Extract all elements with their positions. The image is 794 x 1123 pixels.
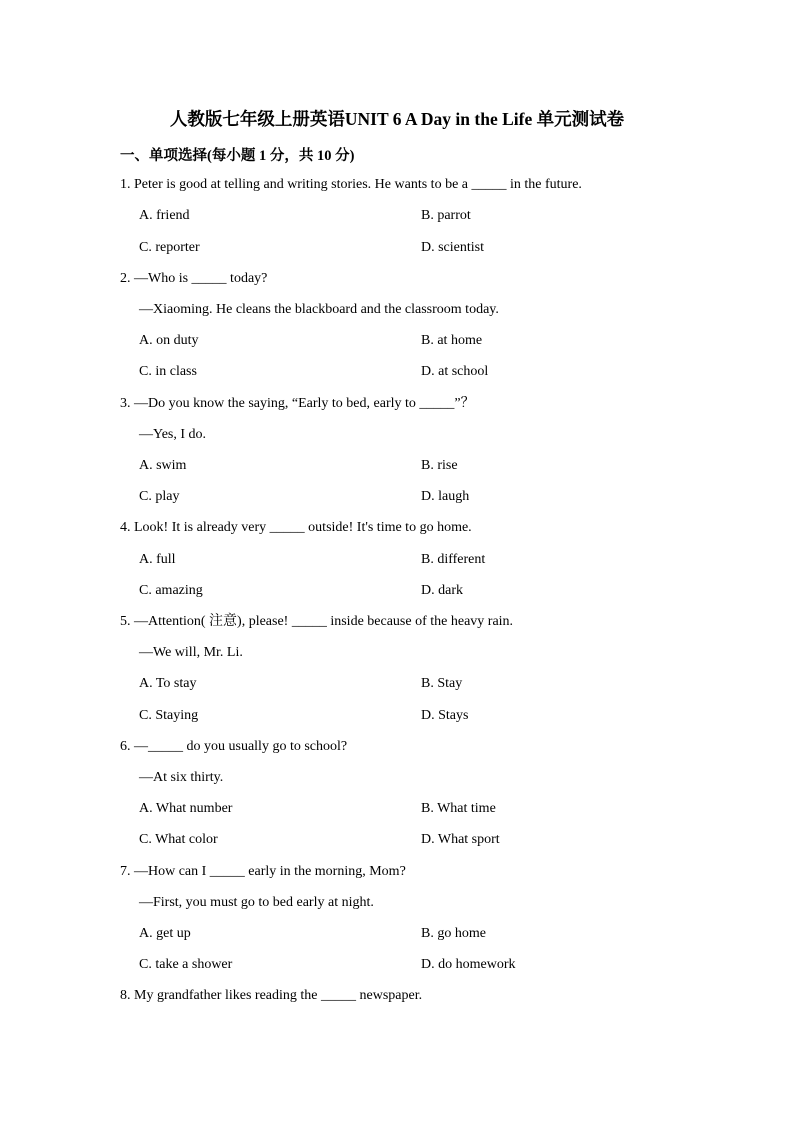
q2-option-c: C. in class (139, 364, 197, 379)
q3-option-d: D. laugh (421, 489, 470, 504)
q4-option-b: B. different (421, 552, 486, 567)
q3-option-c: C. play (139, 489, 180, 504)
q4-option-c: C. amazing (139, 583, 203, 598)
q2-reply: —Xiaoming. He cleans the blackboard and the classroom today. (139, 302, 499, 317)
q3-option-a: A. swim (139, 458, 187, 473)
q1-option-b: B. parrot (421, 208, 471, 223)
question-2: 2. —Who is _____ today? (120, 271, 268, 286)
question-3: 3. —Do you know the saying, “Early to bed, early to _____”？ (120, 396, 475, 411)
q4-option-d: D. dark (421, 583, 463, 598)
q2-option-b: B. at home (421, 333, 483, 348)
q4-option-a: A. full (139, 552, 176, 567)
question-4: 4. Look! It is already very _____ outside! It's time to go home. (120, 520, 472, 535)
q7-option-b: B. go home (421, 926, 486, 941)
question-7: 7. —How can I _____ early in the morning, Mom? (120, 864, 406, 879)
q6-reply: —At six thirty. (139, 770, 224, 785)
question-5: 5. —Attention( 注意), please! _____ inside because of the heavy rain. (120, 614, 514, 629)
q6-option-c: C. What color (139, 832, 218, 847)
q2-option-d: D. at school (421, 364, 489, 379)
q7-option-d: D. do homework (421, 957, 516, 972)
q6-option-d: D. What sport (421, 832, 500, 847)
q5-option-a: A. To stay (139, 676, 197, 691)
q1-option-d: D. scientist (421, 240, 484, 255)
q2-option-a: A. on duty (139, 333, 199, 348)
q3-reply: —Yes, I do. (139, 427, 207, 442)
q6-option-a: A. What number (139, 801, 233, 816)
q5-option-c: C. Staying (139, 708, 199, 723)
q7-option-c: C. take a shower (139, 957, 233, 972)
q6-option-b: B. What time (421, 801, 496, 816)
page-title: 人教版七年级上册英语UNIT 6 A Day in the Life 单元测试卷 (169, 109, 625, 129)
q7-option-a: A. get up (139, 926, 191, 941)
question-1: 1. Peter is good at telling and writing stories. He wants to be a _____ in the future. (120, 177, 582, 192)
q1-option-c: C. reporter (139, 240, 200, 255)
question-8: 8. My grandfather likes reading the _____ newspaper. (120, 988, 423, 1003)
q5-reply: —We will, Mr. Li. (139, 645, 243, 660)
q1-option-a: A. friend (139, 208, 190, 223)
q5-option-b: B. Stay (421, 676, 463, 691)
q5-option-d: D. Stays (421, 708, 469, 723)
question-6: 6. —_____ do you usually go to school? (120, 739, 348, 754)
q3-option-b: B. rise (421, 458, 458, 473)
section-heading: 一、单项选择(每小题 1 分，共 10 分) (120, 148, 355, 164)
q7-reply: —First, you must go to bed early at night. (139, 895, 374, 910)
